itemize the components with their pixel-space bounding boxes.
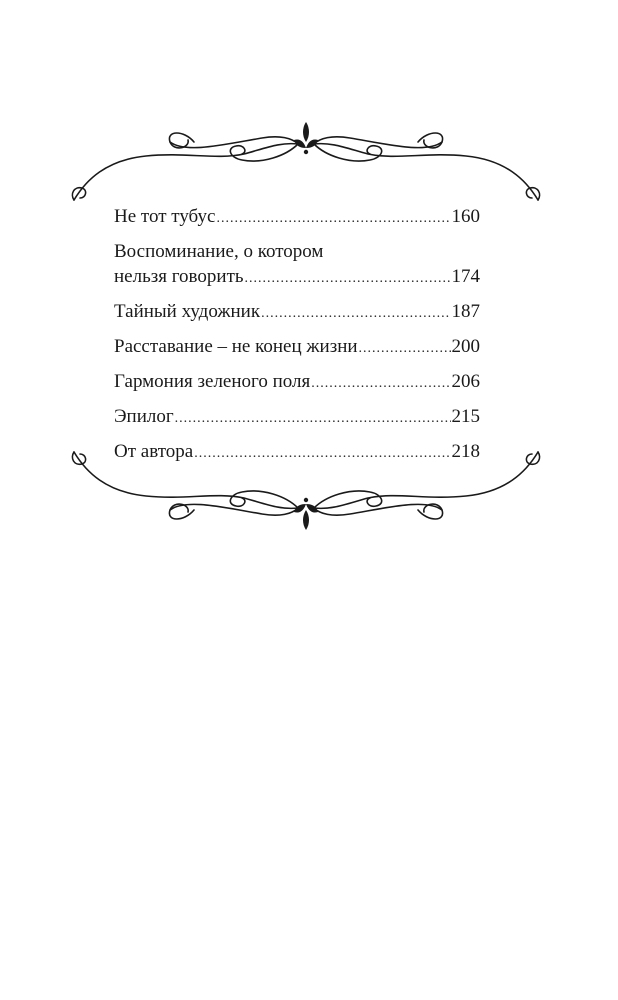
toc-entry-title: От автора [114, 441, 194, 462]
toc-entry[interactable] [114, 404, 480, 431]
dot-leader [311, 371, 450, 396]
toc-entry-title-continued: нельзя говорить [114, 266, 244, 287]
toc-entry-page: 218 [451, 441, 480, 462]
dot-leader [359, 336, 451, 361]
toc-entry[interactable] [114, 334, 480, 361]
toc-entry-title: Эпилог [114, 406, 174, 427]
dot-leader [216, 206, 450, 231]
toc-entry-title: Расставание – не конец жизни [114, 336, 358, 357]
ornament-top [66, 120, 546, 210]
toc-entry-title: Гармония зеленого поля [114, 371, 311, 392]
toc-entry-page: 174 [451, 266, 480, 287]
toc-entry-page: 215 [451, 406, 480, 427]
dot-leader [245, 266, 451, 291]
dot-leader [175, 406, 451, 431]
toc-entry[interactable] [114, 239, 480, 291]
toc-entry-title: Не тот тубус [114, 206, 216, 227]
toc-entry-page: 187 [451, 301, 480, 322]
table-of-contents [114, 204, 480, 474]
dot-leader [261, 301, 450, 326]
toc-entry-title: Тайный художник [114, 301, 261, 322]
toc-entry-page: 206 [451, 371, 480, 392]
toc-entry[interactable] [114, 299, 480, 326]
toc-entry-title: Воспоминание, о котором [114, 241, 324, 262]
toc-entry-page: 200 [451, 336, 480, 357]
toc-entry[interactable] [114, 369, 480, 396]
toc-entry[interactable] [114, 204, 480, 231]
ornament-bottom [66, 442, 546, 532]
toc-entry-page: 160 [451, 206, 480, 227]
